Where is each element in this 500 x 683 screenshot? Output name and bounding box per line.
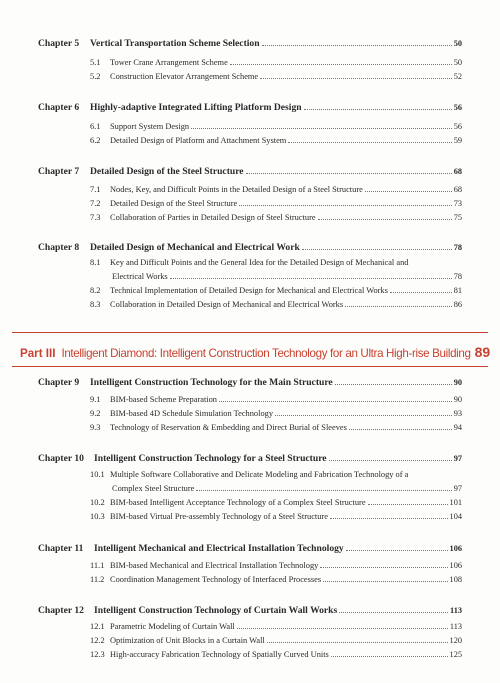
dot-leader [323, 581, 447, 582]
section-title: Construction Elevator Arrangement Scheme [110, 72, 259, 81]
section-number: 8.2 [90, 286, 101, 295]
part-number: Part III [20, 347, 56, 360]
chapter-title: Intelligent Construction Technology for the Main Structure [90, 377, 333, 388]
section-title: Key and Difficult Points and the General Idea for the Detailed Design of Mechanical and [110, 258, 409, 267]
dot-leader [329, 460, 452, 461]
page-number: 93 [453, 409, 462, 418]
toc-chapter-7[interactable] [38, 166, 462, 177]
page-number: 81 [453, 286, 462, 295]
page-number: 73 [453, 199, 462, 208]
section-title: Detailed Design of Platform and Attachment System [110, 136, 287, 145]
dot-leader [349, 429, 452, 430]
section-number: 11.1 [90, 561, 105, 570]
dot-leader [196, 490, 451, 491]
chapter-number: Chapter 5 [38, 38, 80, 49]
page-number: 50 [453, 39, 462, 48]
dot-leader [368, 504, 448, 505]
chapter-number: Chapter 7 [38, 166, 80, 177]
toc-section-8-2[interactable] [90, 286, 462, 295]
toc-section-10-3[interactable] [90, 512, 462, 521]
page-number: 56 [453, 103, 462, 112]
page-number: 90 [453, 378, 462, 387]
chapter-number: Chapter 11 [38, 543, 84, 554]
page-number: 113 [450, 606, 462, 615]
page-number: 90 [453, 395, 462, 404]
toc-section-5-2[interactable] [90, 72, 462, 81]
toc-section-7-2[interactable] [90, 199, 462, 208]
page-number: 68 [453, 167, 462, 176]
toc-section-12-3[interactable] [90, 650, 462, 659]
chapter-number: Chapter 9 [38, 377, 80, 388]
section-title: BIM-based Scheme Preparation [110, 395, 217, 404]
section-title: Support System Design [110, 122, 190, 131]
toc-part-3[interactable] [20, 344, 491, 360]
toc-section-8-3[interactable] [90, 300, 462, 309]
chapter-title: Detailed Design of the Steel Structure [90, 166, 244, 177]
section-title: BIM-based Mechanical and Electrical Installation Technology [110, 561, 319, 570]
page-number: 101 [449, 498, 462, 507]
toc-chapter-12[interactable] [38, 605, 462, 616]
toc-chapter-9[interactable] [38, 377, 462, 388]
chapter-title: Detailed Design of Mechanical and Electrical Work [90, 242, 300, 253]
section-title: BIM-based Intelligent Acceptance Technology of a Complex Steel Structure [110, 498, 366, 507]
dot-leader [390, 292, 452, 293]
chapter-title: Intelligent Construction Technology for a Steel Structure [94, 453, 327, 464]
dot-leader [345, 306, 452, 307]
section-number: 11.2 [90, 575, 105, 584]
dot-leader [288, 142, 451, 143]
section-title: Parametric Modeling of Curtain Wall [110, 622, 235, 631]
dot-leader [365, 191, 452, 192]
section-number: 9.2 [90, 409, 101, 418]
dot-leader [330, 518, 448, 519]
section-title: Nodes, Key, and Difficult Points in the Detailed Design of a Steel Structure [110, 185, 363, 194]
toc-section-10-1-continued[interactable] [112, 484, 462, 493]
section-title-continued: Complex Steel Structure [112, 484, 195, 493]
toc-chapter-8[interactable] [38, 242, 462, 253]
section-number: 10.1 [90, 470, 105, 479]
page-number: 59 [453, 136, 462, 145]
chapter-title: Intelligent Mechanical and Electrical Installation Technology [94, 543, 344, 554]
toc-section-10-2[interactable] [90, 498, 462, 507]
page-number: 104 [449, 512, 462, 521]
page-number: 97 [453, 484, 462, 493]
page-number: 125 [449, 650, 462, 659]
toc-section-9-1[interactable] [90, 395, 462, 404]
toc-section-11-1[interactable] [90, 561, 462, 570]
dot-leader [246, 173, 452, 174]
section-title: Optimization of Unit Blocks in a Curtain Wall [110, 636, 265, 645]
page-number: 89 [474, 344, 491, 360]
section-title: Coordination Management Technology of Interfaced Processes [110, 575, 322, 584]
chapter-title: Highly-adaptive Integrated Lifting Platform Design [90, 102, 302, 113]
page-number: 68 [453, 185, 462, 194]
section-number: 10.3 [90, 512, 105, 521]
dot-leader [262, 45, 452, 46]
dot-leader [170, 278, 452, 279]
toc-section-5-1[interactable] [90, 58, 462, 67]
toc-chapter-11[interactable] [38, 543, 462, 554]
section-title: BIM-based Virtual Pre-assembly Technology of a Steel Structure [110, 512, 328, 521]
section-title-continued: Electrical Works [112, 272, 168, 281]
toc-chapter-6[interactable] [38, 102, 462, 113]
toc-section-12-1[interactable] [90, 622, 462, 631]
toc-section-7-3[interactable] [90, 213, 462, 222]
toc-section-12-2[interactable] [90, 636, 462, 645]
section-number: 6.1 [90, 122, 101, 131]
dot-leader [304, 109, 452, 110]
dot-leader [318, 219, 452, 220]
section-title: Technology of Reservation & Embedding and Direct Burial of Sleeves [110, 423, 347, 432]
toc-chapter-10[interactable] [38, 453, 462, 464]
toc-section-9-3[interactable] [90, 423, 462, 432]
page-number: 108 [449, 575, 462, 584]
page-number: 56 [453, 122, 462, 131]
toc-section-8-1-continued[interactable] [112, 272, 462, 281]
section-number: 8.1 [90, 258, 101, 267]
toc-section-6-1[interactable] [90, 122, 462, 131]
page-number: 106 [449, 561, 462, 570]
part-divider-bottom [12, 366, 488, 367]
page-number: 52 [453, 72, 462, 81]
section-title: Technical Implementation of Detailed Design for Mechanical and Electrical Works [110, 286, 388, 295]
toc-section-7-1[interactable] [90, 185, 462, 194]
section-number: 6.2 [90, 136, 101, 145]
dot-leader [302, 249, 452, 250]
section-number: 12.3 [90, 650, 105, 659]
page-number: 78 [453, 243, 462, 252]
toc-section-9-2[interactable] [90, 409, 462, 418]
page-number: 94 [453, 423, 462, 432]
dot-leader [260, 78, 452, 79]
chapter-title: Intelligent Construction Technology of Curtain Wall Works [94, 605, 338, 616]
page-number: 97 [453, 454, 462, 463]
section-number: 7.3 [90, 213, 101, 222]
page-number: 75 [453, 213, 462, 222]
dot-leader [219, 401, 452, 402]
toc-section-10-1[interactable] [90, 470, 462, 479]
dot-leader [239, 205, 451, 206]
toc-section-6-2[interactable] [90, 136, 462, 145]
part-divider-top [12, 332, 488, 333]
section-title: Collaboration of Parties in Detailed Design of Steel Structure [110, 213, 316, 222]
chapter-number: Chapter 6 [38, 102, 80, 113]
dot-leader [275, 415, 452, 416]
dot-leader [267, 642, 448, 643]
page-number: 86 [453, 300, 462, 309]
section-title: Detailed Design of the Steel Structure [110, 199, 238, 208]
dot-leader [230, 64, 452, 65]
page-number: 113 [449, 622, 462, 631]
chapter-title: Vertical Transportation Scheme Selection [90, 38, 260, 49]
page-number: 78 [453, 272, 462, 281]
section-title: BIM-based 4D Schedule Simulation Technology [110, 409, 274, 418]
page-number: 50 [453, 58, 462, 67]
section-title: Collaboration in Detailed Design of Mechanical and Electrical Works [110, 300, 344, 309]
part-title: Intelligent Diamond: Intelligent Construction Technology for an Ultra High-rise Building [61, 347, 471, 360]
chapter-number: Chapter 10 [38, 453, 84, 464]
dot-leader [335, 384, 452, 385]
section-number: 9.1 [90, 395, 101, 404]
section-number: 9.3 [90, 423, 101, 432]
dot-leader [237, 628, 448, 629]
section-number: 5.1 [90, 58, 101, 67]
page-number: 106 [449, 544, 462, 553]
section-title: Multiple Software Collaborative and Delicate Modeling and Fabrication Technology of a [110, 470, 409, 479]
dot-leader [331, 656, 448, 657]
section-number: 12.2 [90, 636, 105, 645]
section-number: 5.2 [90, 72, 101, 81]
section-number: 12.1 [90, 622, 105, 631]
dot-leader [320, 567, 447, 568]
section-title: Tower Crane Arrangement Scheme [110, 58, 228, 67]
toc-section-11-2[interactable] [90, 575, 462, 584]
chapter-number: Chapter 12 [38, 605, 84, 616]
dot-leader [339, 612, 448, 613]
section-number: 10.2 [90, 498, 105, 507]
section-number: 7.2 [90, 199, 101, 208]
toc-section-8-1[interactable] [90, 258, 462, 267]
dot-leader [346, 550, 448, 551]
toc-chapter-5[interactable] [38, 38, 462, 49]
section-number: 8.3 [90, 300, 101, 309]
section-number: 7.1 [90, 185, 101, 194]
page-number: 120 [449, 636, 462, 645]
dot-leader [191, 128, 452, 129]
chapter-number: Chapter 8 [38, 242, 80, 253]
section-title: High-accuracy Fabrication Technology of Spatially Curved Units [110, 650, 329, 659]
